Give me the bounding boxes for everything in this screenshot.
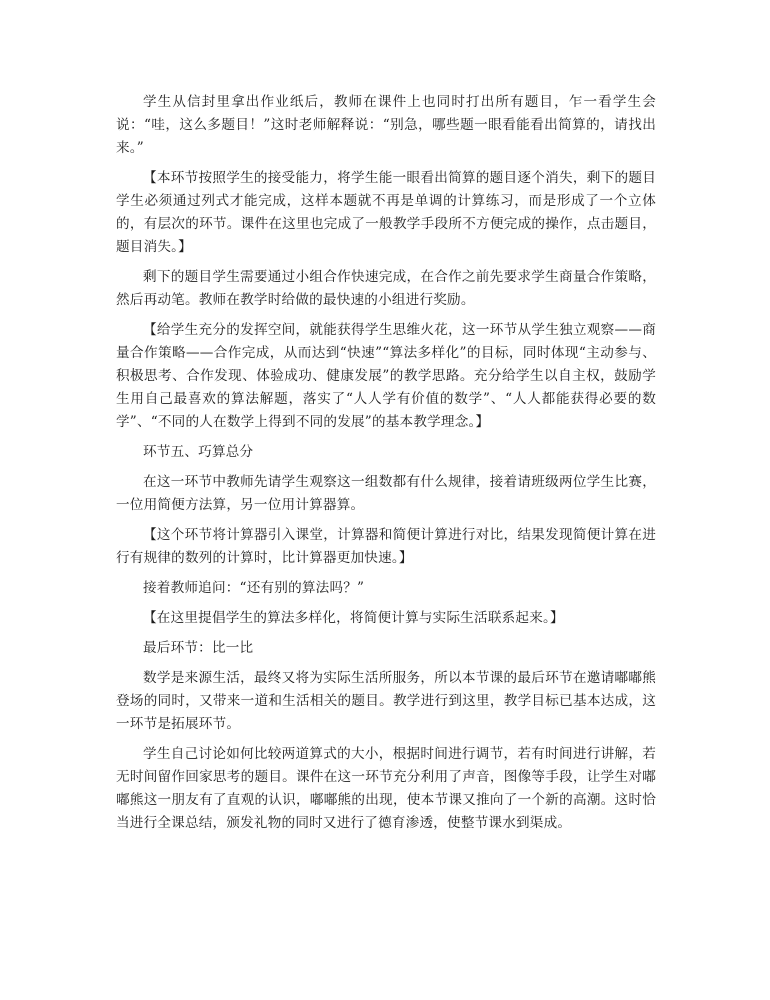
paragraph-note-diverse-algorithms: 【在这里提倡学生的算法多样化，将简便计算与实际生活联系起来。】 [143, 610, 564, 626]
section-heading-step-five: 环节五、巧算总分 [143, 444, 254, 460]
paragraph-observe-pattern: 在这一环节中教师先请学生观察这一组数都有什么规律，接着请班级两位学生比赛，一位用简便方法算，另一位用计算器算。 [116, 474, 656, 513]
paragraph-group-cooperation: 剩下的题目学生需要通过小组合作快速完成，在合作之前先要求学生商量合作策略，然后再动笔。教师在教学时给做的最快速的小组进行奖励。 [116, 269, 656, 308]
paragraph-note-disappearing-questions: 【本环节按照学生的接受能力，将学生能一眼看出简算的题目逐个消失，剩下的题目学生必须通过列式才能完成，这样本题就不再是单调的计算练习，而是形成了一个立体的，有层次的环节。课件在这里也完成了一般教学手段所不方便完成的操作，点击题目，题目消失。】 [116, 170, 656, 255]
paragraph-note-calculator: 【这个环节将计算器引入课堂，计算器和简便计算进行对比，结果发现简便计算在进行有规律的数列的计算时，比计算器更加快速。】 [116, 527, 656, 566]
paragraph-teacher-question: 接着教师追问：“还有别的算法吗？” [143, 580, 365, 596]
paragraph-note-thinking-sparks: 【给学生充分的发挥空间，就能获得学生思维火花，这一环节从学生独立观察——商量合作策略——合作完成，从而达到“快速”“算法多样化”的目标，同时体现“主动参与、积极思考、合作发现、体验成功、健康发展”的教学思路。充分给学生以自主权，鼓励学生用自己最喜欢的算法解题，落实了“人人学有价值的数学”、“人人都能获得必要的数学”、“不同的人在数学上得到不同的发展”的基本教学理念。】 [116, 322, 656, 430]
document-page [116, 91, 656, 842]
paragraph-class-summary: 学生自己讨论如何比较两道算式的大小，根据时间进行调节，若有时间进行讲解，若无时间留作回家思考的题目。课件在这一环节充分利用了声音，图像等手段，让学生对嘟嘟熊这一朋友有了直观的认识，嘟嘟熊的出现，使本节课又推向了一个新的高潮。这时恰当进行全课总结，颁发礼物的同时又进行了德育渗透，使整节课水到渠成。 [116, 746, 656, 831]
section-heading-final-step: 最后环节：比一比 [143, 640, 254, 656]
paragraph-math-from-life: 数学是来源生活，最终又将为实际生活所服务，所以本节课的最后环节在邀请嘟嘟熊登场的同时，又带来一道和生活相关的题目。教学进行到这里，教学目标已基本达成，这一环节是拓展环节。 [116, 670, 656, 732]
paragraph-student-worksheet: 学生从信封里拿出作业纸后，教师在课件上也同时打出所有题目，乍一看学生会说：“哇，这么多题目！”这时老师解释说：“别急，哪些题一眼看能看出简算的，请找出来。” [116, 94, 656, 156]
